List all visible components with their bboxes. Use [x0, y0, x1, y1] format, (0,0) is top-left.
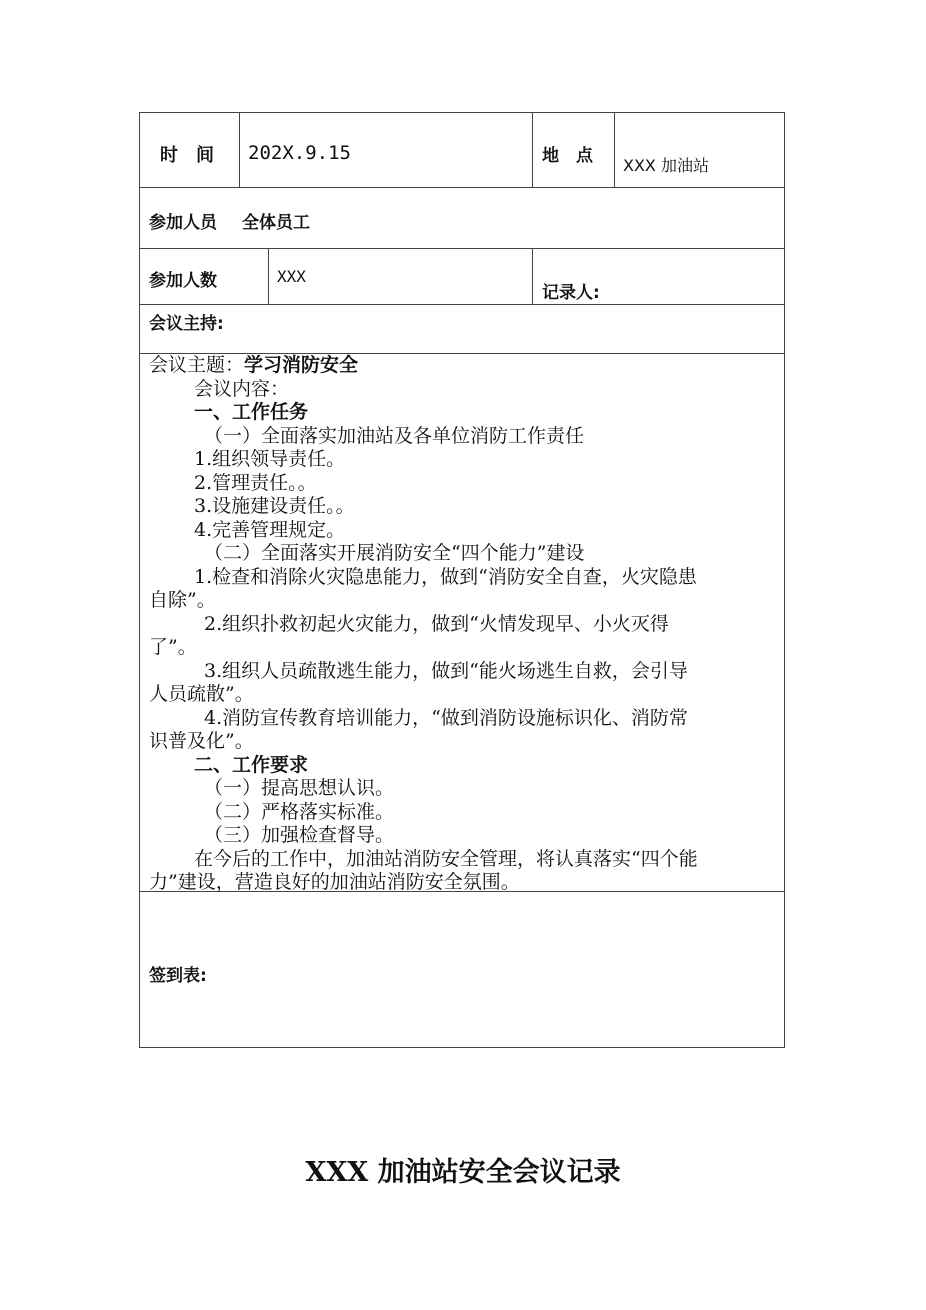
count-recorder-row — [140, 249, 784, 305]
requirement-item: （一）提高思想认识。 — [204, 777, 395, 799]
content-label: 会议内容： — [194, 377, 290, 400]
topic-label: 会议主题： — [149, 354, 245, 376]
host-label: 会议主持: — [149, 314, 224, 334]
minutes-row — [140, 354, 784, 892]
time-label: 时 间 — [160, 145, 214, 166]
ability-item-continued: 识普及化”。 — [149, 730, 254, 752]
closing-paragraph: 在今后的工作中，加油站消防安全管理，将认真落实“四个能 — [194, 847, 698, 870]
ability-item: 3.组织人员疏散逃生能力，做到“能火场逃生自救，会引导 — [204, 659, 688, 682]
time-location-row — [140, 113, 784, 188]
topic-value: 学习消防安全 — [244, 354, 359, 376]
location-value-cell — [614, 113, 786, 187]
signin-label: 签到表: — [149, 966, 207, 986]
subsection-four-abilities: （二）全面落实开展消防安全“四个能力”建设 — [204, 542, 585, 564]
subsection-responsibility: （一）全面落实加油站及各单位消防工作责任 — [204, 424, 585, 447]
list-item: 3.设施建设责任。。 — [194, 495, 355, 517]
attendees-label: 参加人员 — [149, 213, 217, 233]
list-item: 1.组织领导责任。 — [194, 448, 346, 470]
count-label: 参加人数 — [149, 271, 217, 291]
document-title: XXX 加油站安全会议记录 — [305, 1157, 621, 1188]
time-value-cell — [239, 113, 532, 187]
ability-item-continued: 了”。 — [149, 636, 197, 658]
host-row — [140, 305, 784, 354]
section-heading-tasks: 一、工作任务 — [194, 401, 309, 423]
location-value: XXX 加油站 — [623, 156, 709, 175]
recorder-label: 记录人: — [542, 283, 600, 303]
ability-item: 1.检查和消除火灾隐患能力，做到“消防安全自查，火灾隐患 — [194, 565, 697, 588]
attendees-value: 全体员工 — [242, 213, 310, 233]
ability-item: 2.组织扑救初起火灾能力，做到“火情发现早、小火灭得 — [204, 612, 669, 635]
attendees-row — [140, 188, 784, 249]
requirement-item: （二）严格落实标准。 — [204, 800, 395, 823]
time-label-cell — [140, 113, 239, 187]
count-value: XXX — [277, 267, 306, 286]
minutes-content — [149, 354, 779, 895]
section-heading-requirements: 二、工作要求 — [194, 753, 309, 776]
requirement-item: （三）加强检查督导。 — [204, 824, 395, 846]
ability-item-continued: 自除”。 — [149, 589, 216, 611]
ability-item: 4.消防宣传教育培训能力，“做到消防设施标识化、消防常 — [204, 706, 688, 729]
signin-row — [140, 892, 784, 1048]
count-value-cell — [268, 249, 532, 304]
location-label: 地 点 — [542, 146, 593, 166]
topic-line — [149, 354, 779, 378]
meeting-record-table — [139, 112, 785, 1048]
location-label-cell — [532, 113, 614, 187]
ability-item-continued: 人员疏散”。 — [149, 683, 254, 705]
count-label-cell — [140, 249, 268, 304]
time-value: 202X.9.15 — [248, 142, 351, 164]
list-item: 4.完善管理规定。 — [194, 518, 346, 541]
recorder-cell — [532, 249, 786, 304]
list-item: 2.管理责任。。 — [194, 471, 317, 494]
closing-paragraph-continued: 力”建设，营造良好的加油站消防安全氛围。 — [149, 871, 520, 893]
